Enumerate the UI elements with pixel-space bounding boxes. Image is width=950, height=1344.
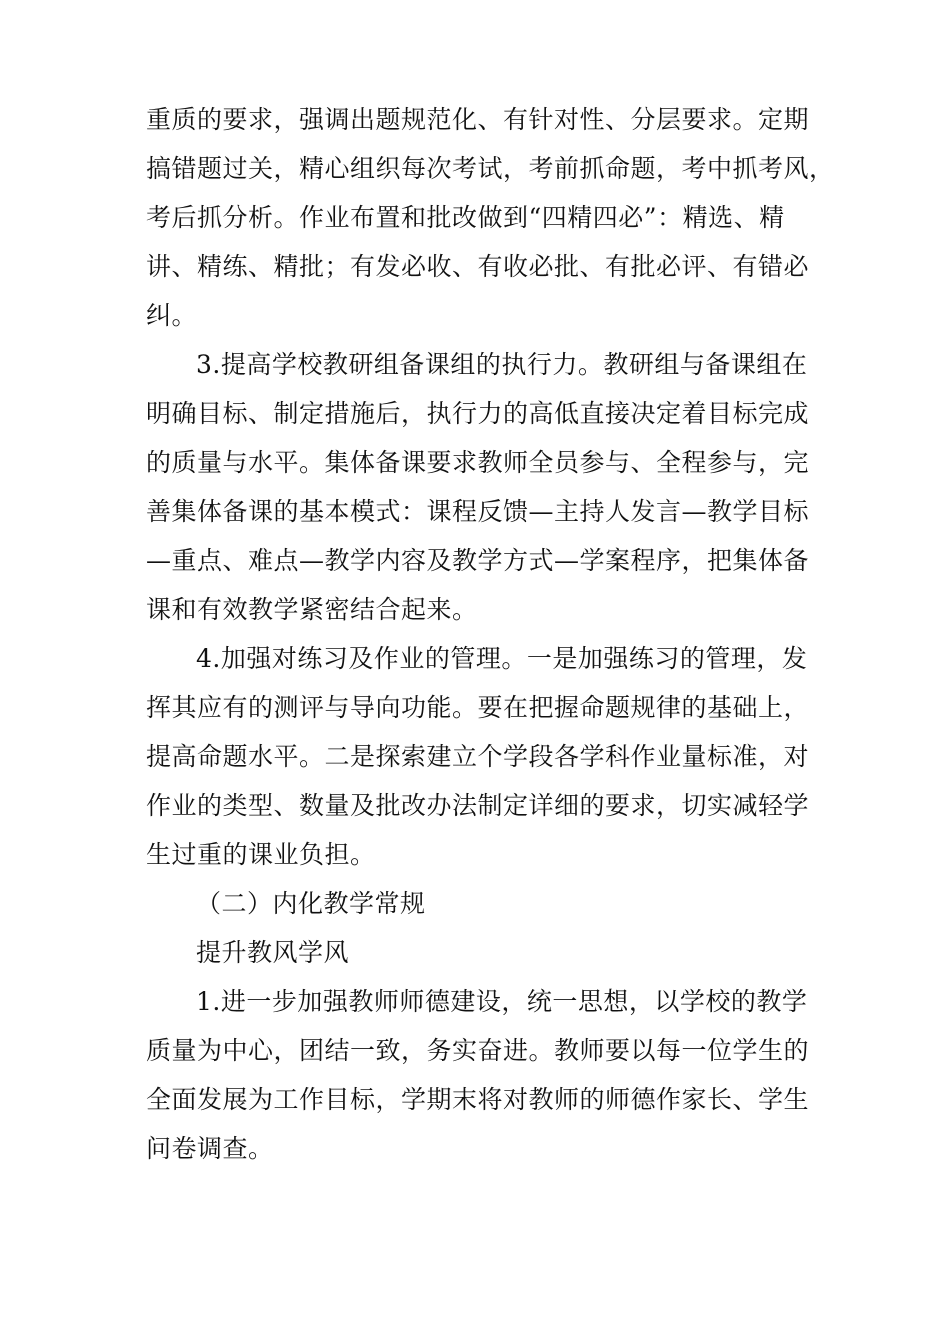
- paragraph-line: 问卷调查。: [146, 1134, 274, 1163]
- document-body: [146, 95, 835, 1173]
- paragraph-line: 善集体备课的基本模式：课程反馈—主持人发言—教学目标: [146, 497, 810, 526]
- paragraph-line: 质量为中心，团结一致，务实奋进。教师要以每一位学生的: [146, 1036, 810, 1065]
- paragraph-line: 搞错题过关，精心组织每次考试，考前抓命题，考中抓考风，: [146, 154, 835, 183]
- section-heading: （二）内化教学常规: [196, 889, 426, 918]
- paragraph-line: 4.加强对练习及作业的管理。一是加强练习的管理，发: [196, 644, 808, 673]
- paragraph-line: 作业的类型、数量及批改办法制定详细的要求，切实减轻学: [146, 791, 810, 820]
- paragraph-line: 挥其应有的测评与导向功能。要在把握命题规律的基础上，: [146, 693, 810, 722]
- paragraph-line: 考后抓分析。作业布置和批改做到“四精四必”：精选、精: [146, 203, 785, 232]
- section-subheading: 提升教风学风: [196, 938, 350, 967]
- paragraph-line: 的质量与水平。集体备课要求教师全员参与、全程参与，完: [146, 448, 810, 477]
- paragraph-line: 生过重的课业负担。: [146, 840, 376, 869]
- paragraph-line: 提高命题水平。二是探索建立个学段各学科作业量标准，对: [146, 742, 810, 771]
- paragraph-line: 讲、精练、精批；有发必收、有收必批、有批必评、有错必: [146, 252, 810, 281]
- paragraph-line: 课和有效教学紧密结合起来。: [146, 595, 478, 624]
- paragraph-line: 明确目标、制定措施后，执行力的高低直接决定着目标完成: [146, 399, 810, 428]
- paragraph-line: 1.进一步加强教师师德建设，统一思想，以学校的教学: [196, 987, 808, 1016]
- paragraph-line: —重点、难点—教学内容及教学方式—学案程序，把集体备: [146, 546, 810, 575]
- paragraph-line: 全面发展为工作目标，学期末将对教师的师德作家长、学生: [146, 1085, 810, 1114]
- paragraph-line: 重质的要求，强调出题规范化、有针对性、分层要求。定期: [146, 105, 810, 134]
- paragraph-line: 纠。: [146, 301, 198, 330]
- paragraph-line: 3.提高学校教研组备课组的执行力。教研组与备课组在: [196, 350, 808, 379]
